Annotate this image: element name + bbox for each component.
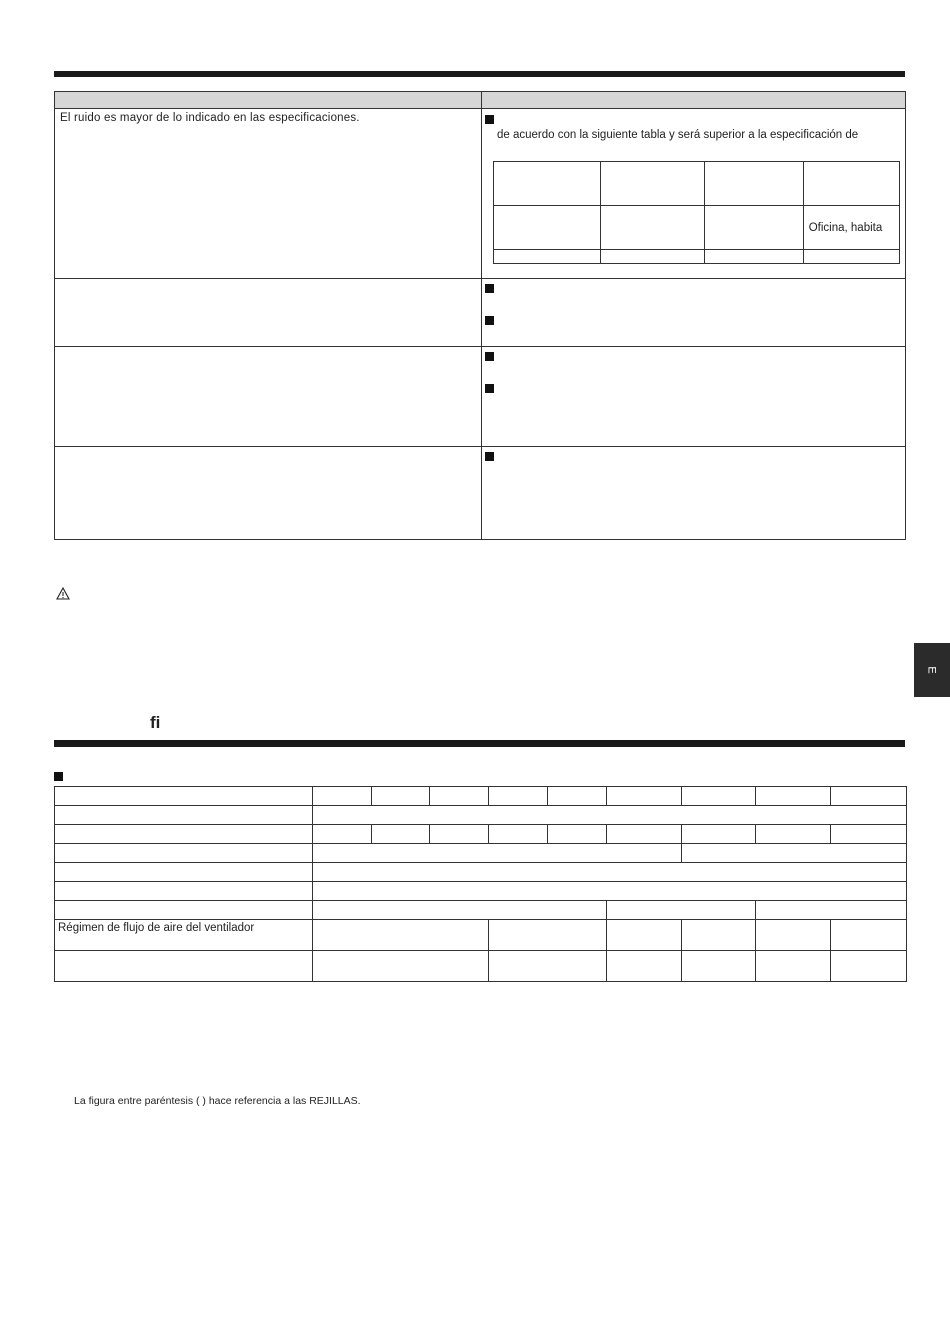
spec-row: [55, 901, 907, 920]
remedy-cell: [482, 279, 906, 347]
symptom-text: El ruido es mayor de lo indicado en las especificaciones.: [60, 112, 360, 124]
symptom-cell: [55, 109, 482, 279]
header-cell-remedy: [482, 92, 906, 109]
footnote: La figura entre paréntesis ( ) hace referencia a las REJILLAS.: [74, 1095, 361, 1107]
section-rule: [54, 740, 905, 747]
warning-icon: [56, 587, 70, 600]
language-side-tab: E: [914, 643, 950, 697]
specifications-table: [54, 786, 907, 982]
remedy-text: de acuerdo con la siguiente tabla y será superior a la especificación de: [497, 129, 859, 141]
room-type-cell: Oficina, habita: [803, 206, 899, 250]
spec-row: [55, 920, 907, 951]
remedy-cell: [482, 447, 906, 540]
symptom-cell: [55, 447, 482, 540]
bullet-square-icon: [485, 115, 494, 124]
remedy-cell: [482, 347, 906, 447]
spec-row: [55, 806, 907, 825]
bullet-square-icon: [485, 316, 494, 325]
fan-airflow-label: Régimen de flujo de aire del ventilador: [55, 920, 313, 951]
spec-row: [55, 825, 907, 844]
header-cell-symptom: [55, 92, 482, 109]
spec-row: [55, 951, 907, 982]
bullet-square-icon: [485, 284, 494, 293]
spec-row: [55, 844, 907, 863]
spec-row: [55, 882, 907, 901]
spec-row: [55, 787, 907, 806]
troubleshooting-header-row: [55, 92, 906, 109]
symptom-cell: [55, 347, 482, 447]
bullet-square-icon: [485, 452, 494, 461]
bullet-square-icon: [485, 384, 494, 393]
top-rule: [54, 71, 905, 77]
troubleshooting-row: [55, 109, 906, 279]
troubleshooting-row: [55, 447, 906, 540]
troubleshooting-row: [55, 347, 906, 447]
section-heading-glyph: fi: [150, 713, 161, 732]
troubleshooting-table: [54, 91, 906, 540]
symptom-cell: [55, 279, 482, 347]
spec-row: [55, 863, 907, 882]
noise-conditions-table: [493, 161, 900, 264]
troubleshooting-row: [55, 279, 906, 347]
bullet-square-icon: [54, 772, 63, 781]
remedy-cell: [482, 109, 906, 279]
bullet-square-icon: [485, 352, 494, 361]
